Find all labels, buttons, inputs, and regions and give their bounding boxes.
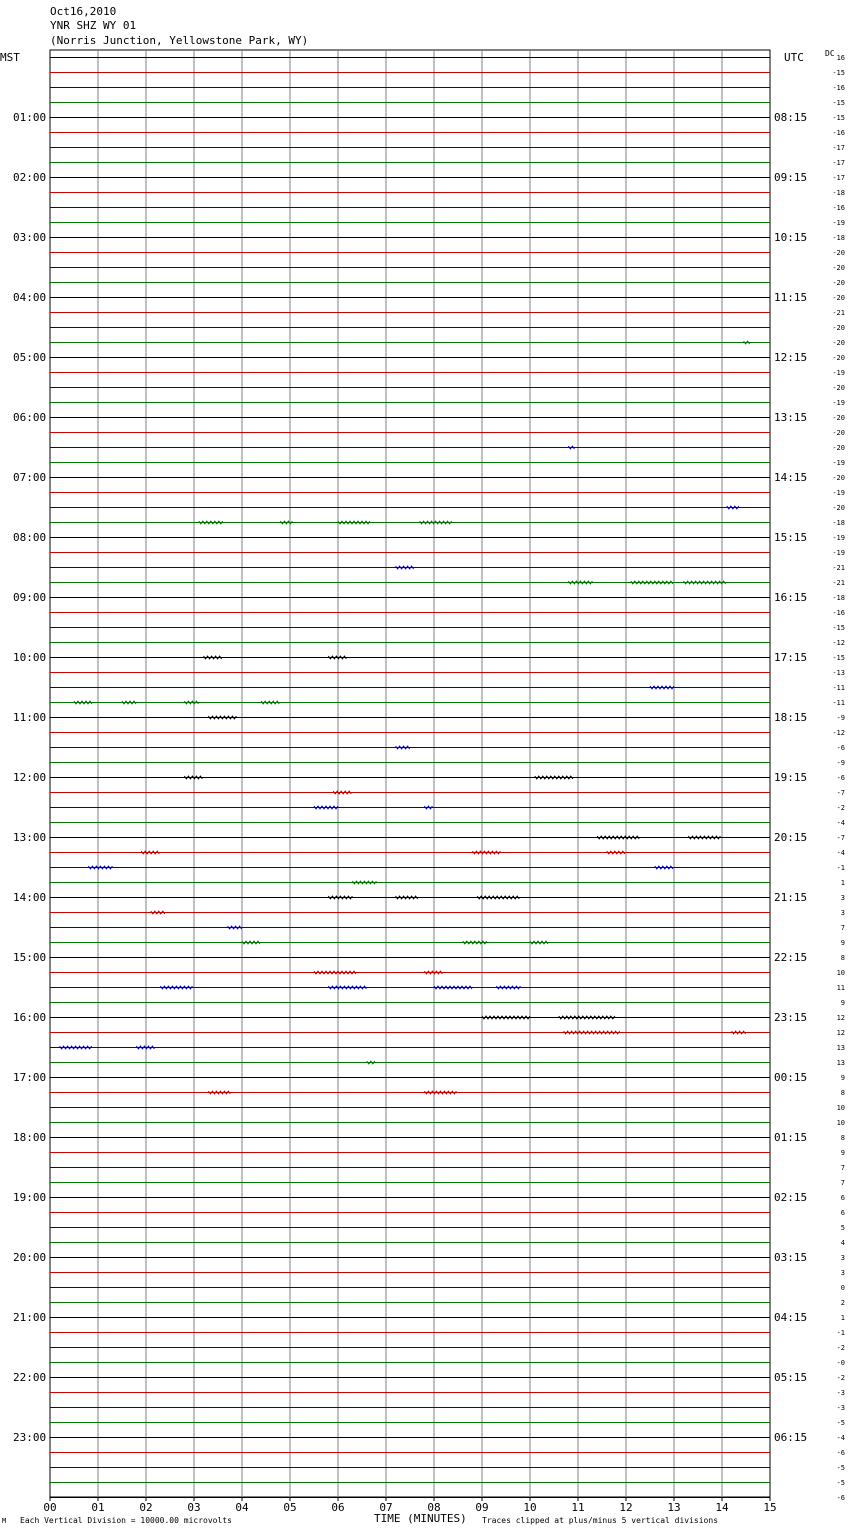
x-tick-label: 09 <box>475 1501 489 1514</box>
trace-activity <box>655 866 673 869</box>
dc-offset-label: -2 <box>836 1344 845 1352</box>
dc-offset-label: 12 <box>836 1029 845 1037</box>
dc-offset-label: 0 <box>840 1284 845 1292</box>
dc-offset-label: -6 <box>836 774 845 782</box>
dc-offset-label: 3 <box>840 894 845 902</box>
dc-offset-label: -6 <box>836 744 845 752</box>
dc-offset-label: 4 <box>840 1239 845 1247</box>
dc-offset-label: 11 <box>836 984 845 992</box>
trace-activity <box>208 1091 230 1094</box>
dc-offset-label: -20 <box>832 444 845 452</box>
dc-offset-label: -21 <box>832 309 845 317</box>
trace-activity <box>74 701 92 704</box>
trace-activity <box>424 971 442 974</box>
mst-hour-label: 04:00 <box>13 291 47 304</box>
dc-offset-label: -5 <box>836 1464 845 1472</box>
dc-offset-label: -4 <box>836 819 845 827</box>
dc-offset-label: 3 <box>840 909 845 917</box>
dc-offset-label: 16 <box>836 54 845 62</box>
dc-offset-label: -15 <box>832 69 845 77</box>
utc-hour-label: 13:15 <box>774 411 808 424</box>
x-tick-label: 00 <box>43 1501 57 1514</box>
dc-offset-label: -18 <box>832 234 845 242</box>
mst-hour-label: 17:00 <box>13 1071 47 1084</box>
dc-offset-label: -15 <box>832 654 845 662</box>
dc-offset-label: -19 <box>832 219 845 227</box>
x-tick-label: 04 <box>235 1501 249 1514</box>
utc-hour-label: 20:15 <box>774 831 808 844</box>
utc-hour-label: 08:15 <box>774 111 808 124</box>
dc-offset-label: -4 <box>836 849 845 857</box>
dc-offset-label: -13 <box>832 669 845 677</box>
mst-hour-label: 05:00 <box>13 351 47 364</box>
trace-activity <box>568 446 574 449</box>
trace-activity <box>396 896 418 899</box>
x-tick-label: 13 <box>667 1501 681 1514</box>
mst-hour-label: 13:00 <box>13 831 47 844</box>
dc-offset-label: -9 <box>836 714 845 722</box>
mst-hour-label: 01:00 <box>13 111 47 124</box>
dc-offset-label: 7 <box>840 1179 845 1187</box>
trace-activity <box>261 701 279 704</box>
dc-offset-label: 9 <box>840 1149 845 1157</box>
dc-offset-label: -19 <box>832 549 845 557</box>
dc-offset-label: 13 <box>836 1044 845 1052</box>
mst-hour-label: 20:00 <box>13 1251 47 1264</box>
dc-offset-label: 1 <box>840 879 845 887</box>
scale-note: Each Vertical Division = 10000.00 microvolts <box>20 1516 232 1525</box>
utc-hour-label: 14:15 <box>774 471 808 484</box>
dc-offset-label: -11 <box>832 699 845 707</box>
dc-offset-label: 6 <box>840 1194 845 1202</box>
mst-hour-label: 08:00 <box>13 531 47 544</box>
mst-hour-label: 19:00 <box>13 1191 47 1204</box>
dc-offset-label: -12 <box>832 729 845 737</box>
traces <box>50 58 770 1498</box>
x-tick-label: 01 <box>91 1501 105 1514</box>
dc-offset-label: -7 <box>836 789 845 797</box>
trace-activity <box>333 791 351 794</box>
dc-offset-label: 2 <box>840 1299 845 1307</box>
dc-offset-label: -5 <box>836 1479 845 1487</box>
dc-offset-label: 6 <box>840 1209 845 1217</box>
dc-offset-label: 5 <box>840 1224 845 1232</box>
trace-activity <box>136 1046 154 1049</box>
utc-hour-label: 11:15 <box>774 291 808 304</box>
dc-offset-label: -3 <box>836 1404 845 1412</box>
dc-offset-label: 9 <box>840 939 845 947</box>
dc-offset-label: -20 <box>832 474 845 482</box>
utc-hour-label: 10:15 <box>774 231 808 244</box>
mst-hour-label: 12:00 <box>13 771 47 784</box>
utc-hour-label: 23:15 <box>774 1011 808 1024</box>
trace-activity <box>328 656 346 659</box>
dc-offset-label: -16 <box>832 84 845 92</box>
dc-offset-label: -20 <box>832 324 845 332</box>
dc-offset-label: -20 <box>832 429 845 437</box>
utc-hour-label: 19:15 <box>774 771 808 784</box>
mst-hour-label: 23:00 <box>13 1431 47 1444</box>
dc-offset-label: 8 <box>840 1134 845 1142</box>
dc-offset-label: -20 <box>832 339 845 347</box>
dc-offset-label: -20 <box>832 414 845 422</box>
dc-offset-label: 10 <box>836 1119 845 1127</box>
dc-offset-label: -16 <box>832 204 845 212</box>
mst-hour-label: 18:00 <box>13 1131 47 1144</box>
mst-hour-label: 03:00 <box>13 231 47 244</box>
trace-activity <box>242 941 260 944</box>
utc-hour-label: 04:15 <box>774 1311 808 1324</box>
dc-offset-label: -7 <box>836 834 845 842</box>
dc-offset-label: 8 <box>840 954 845 962</box>
dc-offset-label: -5 <box>836 1419 845 1427</box>
dc-offset-label: -20 <box>832 249 845 257</box>
dc-offset-label: -2 <box>836 1374 845 1382</box>
clip-note: Traces clipped at plus/minus 5 vertical divisions <box>482 1516 719 1525</box>
utc-hour-label: 01:15 <box>774 1131 808 1144</box>
dc-offset-label: 10 <box>836 969 845 977</box>
utc-hour-label: 15:15 <box>774 531 808 544</box>
dc-offset-label: -18 <box>832 594 845 602</box>
utc-hour-label: 18:15 <box>774 711 808 724</box>
mst-hour-label: 09:00 <box>13 591 47 604</box>
utc-hour-label: 00:15 <box>774 1071 808 1084</box>
dc-offset-label: -15 <box>832 624 845 632</box>
mst-hour-label: 14:00 <box>13 891 47 904</box>
dc-offset-label: -19 <box>832 369 845 377</box>
dc-offset-label: -20 <box>832 279 845 287</box>
dc-offset-label: 3 <box>840 1254 845 1262</box>
x-tick-label: 02 <box>139 1501 153 1514</box>
dc-offset-label: 9 <box>840 1074 845 1082</box>
dc-offset-label: -21 <box>832 579 845 587</box>
trace-activity <box>184 776 202 779</box>
dc-offset-label: -15 <box>832 114 845 122</box>
dc-offset-label: -6 <box>836 1494 845 1502</box>
utc-hour-label: 09:15 <box>774 171 808 184</box>
chart-station: YNR SHZ WY 01 <box>50 19 137 32</box>
dc-offset-label: -16 <box>832 129 845 137</box>
mst-hour-label: 16:00 <box>13 1011 47 1024</box>
mst-hour-label: 02:00 <box>13 171 47 184</box>
dc-offset-label: -2 <box>836 804 845 812</box>
dc-offset-label: 13 <box>836 1059 845 1067</box>
x-tick-label: 03 <box>187 1501 201 1514</box>
utc-hour-label: 21:15 <box>774 891 808 904</box>
trace-activity <box>607 851 625 854</box>
x-tick-label: 05 <box>283 1501 297 1514</box>
axis-labels <box>13 54 845 1514</box>
utc-hour-label: 12:15 <box>774 351 808 364</box>
dc-offset-label: -1 <box>836 864 845 872</box>
dc-offset-label: -4 <box>836 1434 845 1442</box>
dc-offset-label: -15 <box>832 99 845 107</box>
chart-date: Oct16,2010 <box>50 5 117 18</box>
dc-offset-label: -20 <box>832 294 845 302</box>
x-tick-label: 10 <box>523 1501 537 1514</box>
dc-offset-label: 9 <box>840 999 845 1007</box>
dc-offset-label: -18 <box>832 189 845 197</box>
mst-hour-label: 22:00 <box>13 1371 47 1384</box>
dc-offset-label: 8 <box>840 1089 845 1097</box>
dc-offset-label: 7 <box>840 1164 845 1172</box>
dc-offset-label: 1 <box>840 1314 845 1322</box>
dc-offset-label: -19 <box>832 489 845 497</box>
dc-offset-label: -16 <box>832 609 845 617</box>
dc-offset-label: 10 <box>836 1104 845 1112</box>
dc-offset-label: -17 <box>832 159 845 167</box>
dc-offset-label: -19 <box>832 399 845 407</box>
x-tick-label: 08 <box>427 1501 441 1514</box>
utc-hour-label: 17:15 <box>774 651 808 664</box>
right-axis-label: UTC <box>784 51 804 64</box>
dc-offset-label: -3 <box>836 1389 845 1397</box>
scale-mark: M <box>2 1517 7 1525</box>
dc-label: DC <box>825 49 835 58</box>
dc-offset-label: -19 <box>832 459 845 467</box>
mst-hour-label: 10:00 <box>13 651 47 664</box>
dc-offset-label: -17 <box>832 144 845 152</box>
dc-offset-label: -20 <box>832 504 845 512</box>
x-tick-label: 12 <box>619 1501 633 1514</box>
trace-activity <box>396 566 414 569</box>
dc-offset-label: -6 <box>836 1449 845 1457</box>
mst-hour-label: 06:00 <box>13 411 47 424</box>
dc-offset-label: -17 <box>832 174 845 182</box>
x-tick-label: 07 <box>379 1501 393 1514</box>
dc-offset-label: -9 <box>836 759 845 767</box>
trace-activity <box>204 656 222 659</box>
mst-hour-label: 11:00 <box>13 711 47 724</box>
x-tick-label: 14 <box>715 1501 729 1514</box>
dc-offset-label: -20 <box>832 354 845 362</box>
dc-offset-label: -0 <box>836 1359 845 1367</box>
dc-offset-label: -20 <box>832 384 845 392</box>
trace-activity <box>744 341 750 344</box>
utc-hour-label: 22:15 <box>774 951 808 964</box>
utc-hour-label: 05:15 <box>774 1371 808 1384</box>
dc-offset-label: 12 <box>836 1014 845 1022</box>
dc-offset-label: -11 <box>832 684 845 692</box>
x-tick-label: 06 <box>331 1501 345 1514</box>
x-tick-label: 15 <box>763 1501 777 1514</box>
dc-offset-label: -20 <box>832 264 845 272</box>
left-axis-label: MST <box>0 51 20 64</box>
dc-offset-label: 3 <box>840 1269 845 1277</box>
dc-offset-label: -12 <box>832 639 845 647</box>
trace-activity <box>141 851 159 854</box>
dc-offset-label: 7 <box>840 924 845 932</box>
dc-offset-label: -18 <box>832 519 845 527</box>
chart-location: (Norris Junction, Yellowstone Park, WY) <box>50 34 309 47</box>
trace-activity <box>530 941 548 944</box>
dc-offset-label: -1 <box>836 1329 845 1337</box>
mst-hour-label: 21:00 <box>13 1311 47 1324</box>
utc-hour-label: 16:15 <box>774 591 808 604</box>
dc-offset-label: -21 <box>832 564 845 572</box>
dc-offset-label: -19 <box>832 534 845 542</box>
mst-hour-label: 15:00 <box>13 951 47 964</box>
utc-hour-label: 06:15 <box>774 1431 808 1444</box>
x-tick-label: 11 <box>571 1501 585 1514</box>
utc-hour-label: 03:15 <box>774 1251 808 1264</box>
utc-hour-label: 02:15 <box>774 1191 808 1204</box>
mst-hour-label: 07:00 <box>13 471 47 484</box>
x-axis-label: TIME (MINUTES) <box>374 1512 467 1525</box>
